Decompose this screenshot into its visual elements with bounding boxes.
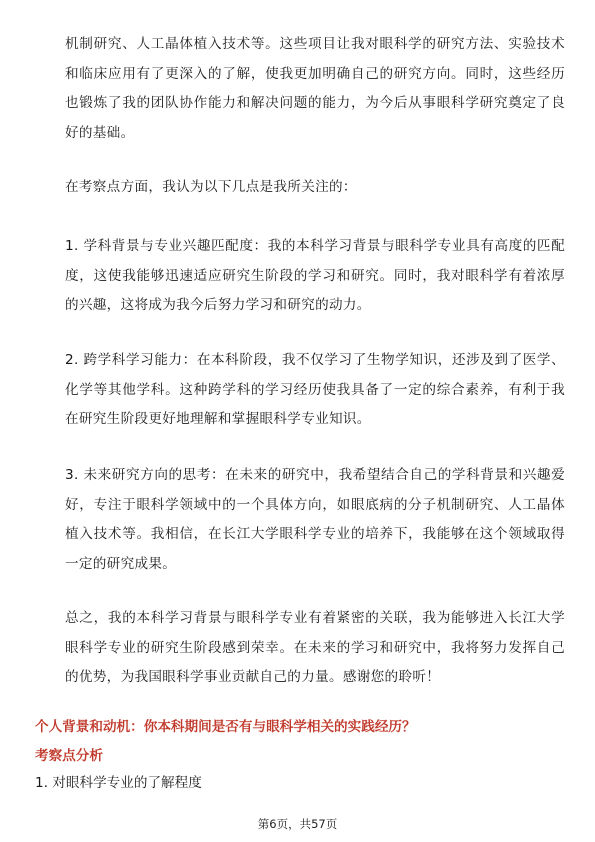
paragraph-conclusion: 总之，我的本科学习背景与眼科学专业有着紧密的关联，我为能够进入长江大学眼科学专业的研究生阶段感到荣幸。在未来的学习和研究中，我将努力发挥自己的优势，为我国眼科学事业贡献自己的力量。感谢您的聆听！ <box>65 610 565 685</box>
question-heading: 个人背景和动机：你本科期间是否有与眼科学相关的实践经历？ <box>35 719 416 735</box>
page-number-footer: 第6页，共57页 <box>257 817 338 831</box>
paragraph-focus-intro: 在考察点方面，我认为以下几点是我所关注的： <box>65 179 357 195</box>
analysis-heading: 考察点分析 <box>35 748 103 764</box>
analysis-item: 1. 对眼科学专业的了解程度 <box>35 775 202 791</box>
paragraph-research-experience: 机制研究、人工晶体植入技术等。这些项目让我对眼科学的研究方法、实验技术和临床应用有了更深入的了解，使我更加明确自己的研究方向。同时，这些经历也锻炼了我的团队协作能力和解决问题的能力，为今后从事眼科学研究奠定了良好的基础。 <box>65 36 565 141</box>
paragraph-point-3: 3. 未来研究方向的思考：在未来的研究中，我希望结合自己的学科背景和兴趣爱好，专注于眼科学领域中的一个具体方向，如眼底病的分子机制研究、人工晶体植入技术等。我相信，在长江大学眼科学专业的培养下，我能够在这个领域取得一定的研究成果。 <box>65 467 565 572</box>
paragraph-point-1: 1. 学科背景与专业兴趣匹配度：我的本科学习背景与眼科学专业具有高度的匹配度，这使我能够迅速适应研究生阶段的学习和研究。同时，我对眼科学有着浓厚的兴趣，这将成为我今后努力学习和研究的动力。 <box>65 238 565 313</box>
paragraph-point-2: 2. 跨学科学习能力：在本科阶段，我不仅学习了生物学知识，还涉及到了医学、化学等其他学科。这种跨学科的学习经历使我具备了一定的综合素养，有利于我在研究生阶段更好地理解和掌握眼科学专业知识。 <box>65 352 565 427</box>
